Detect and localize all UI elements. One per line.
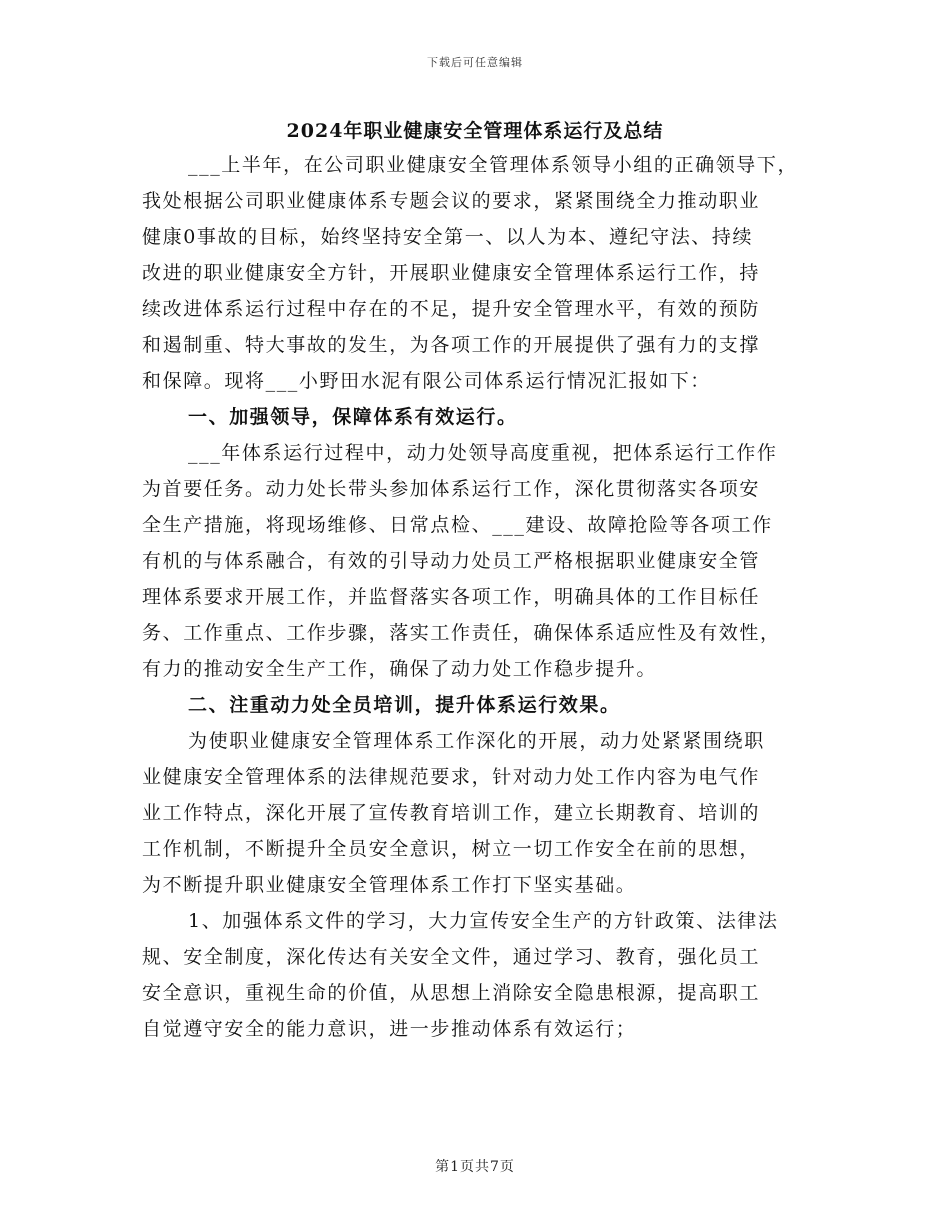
paragraph-line: 为首要任务。动力处长带头参加体系运行工作，深化贯彻落实各项安 (142, 478, 761, 500)
paragraph-line: 规、安全制度，深化传达有关安全文件，通过学习、教育，强化员工 (142, 946, 761, 968)
paragraph-line: 安全意识，重视生命的价值，从思想上消除安全隐患根源，提高职工 (142, 982, 761, 1004)
paragraph-line: 健康0事故的目标，始终坚持安全第一、以人为本、遵纪守法、持续 (142, 226, 754, 248)
page-header-note: 下载后可任意编辑 (427, 56, 523, 69)
paragraph-line: ___上半年，在公司职业健康安全管理体系领导小组的正确领导下， (188, 154, 799, 176)
section-heading: 二、注重动力处全员培训，提升体系运行效果。 (188, 694, 621, 716)
paragraph-line: 务、工作重点、工作步骤，落实工作责任，确保体系适应性及有效性， (142, 622, 781, 644)
paragraph-line: 有机的与体系融合，有效的引导动力处员工严格根据职业健康安全管 (142, 550, 761, 572)
paragraph-line: ___年体系运行过程中，动力处领导高度重视，把体系运行工作作 (188, 442, 778, 464)
paragraph-line: 为不断提升职业健康安全管理体系工作打下坚实基础。 (142, 874, 637, 896)
paragraph-line: 为使职业健康安全管理体系工作深化的开展，动力处紧紧围绕职 (188, 730, 765, 752)
paragraph-line: 1、加强体系文件的学习，大力宣传安全生产的方针政策、法律法 (188, 910, 779, 932)
page-number: 第1页共7页 (435, 1159, 515, 1175)
paragraph-line: 理体系要求开展工作，并监督落实各项工作，明确具体的工作目标任 (142, 586, 761, 608)
paragraph-line: 续改进体系运行过程中存在的不足，提升安全管理水平，有效的预防 (142, 298, 761, 320)
paragraph-line: 我处根据公司职业健康体系专题会议的要求，紧紧围绕全力推动职业 (142, 190, 761, 212)
paragraph-line: 业健康安全管理体系的法律规范要求，针对动力处工作内容为电气作 (142, 766, 761, 788)
paragraph-line: 业工作特点，深化开展了宣传教育培训工作，建立长期教育、培训的 (142, 802, 761, 824)
paragraph-line: 自觉遵守安全的能力意识，进一步推动体系有效运行； (142, 1018, 637, 1040)
paragraph-line: 工作机制，不断提升全员安全意识，树立一切工作安全在前的思想， (142, 838, 761, 860)
paragraph-line: 有力的推动安全生产工作，确保了动力处工作稳步提升。 (142, 658, 658, 680)
section-heading: 一、加强领导，保障体系有效运行。 (188, 406, 518, 428)
paragraph-line: 和遏制重、特大事故的发生，为各项工作的开展提供了强有力的支撑 (142, 334, 761, 356)
paragraph-line: 改进的职业健康安全方针，开展职业健康安全管理体系运行工作，持 (142, 262, 761, 284)
paragraph-line: 和保障。现将___小野田水泥有限公司体系运行情况汇报如下： (142, 370, 711, 392)
paragraph-line: 全生产措施，将现场维修、日常点检、___建设、故障抢险等各项工作 (142, 514, 773, 536)
document-title: 2024年职业健康安全管理体系运行及总结 (286, 120, 664, 142)
